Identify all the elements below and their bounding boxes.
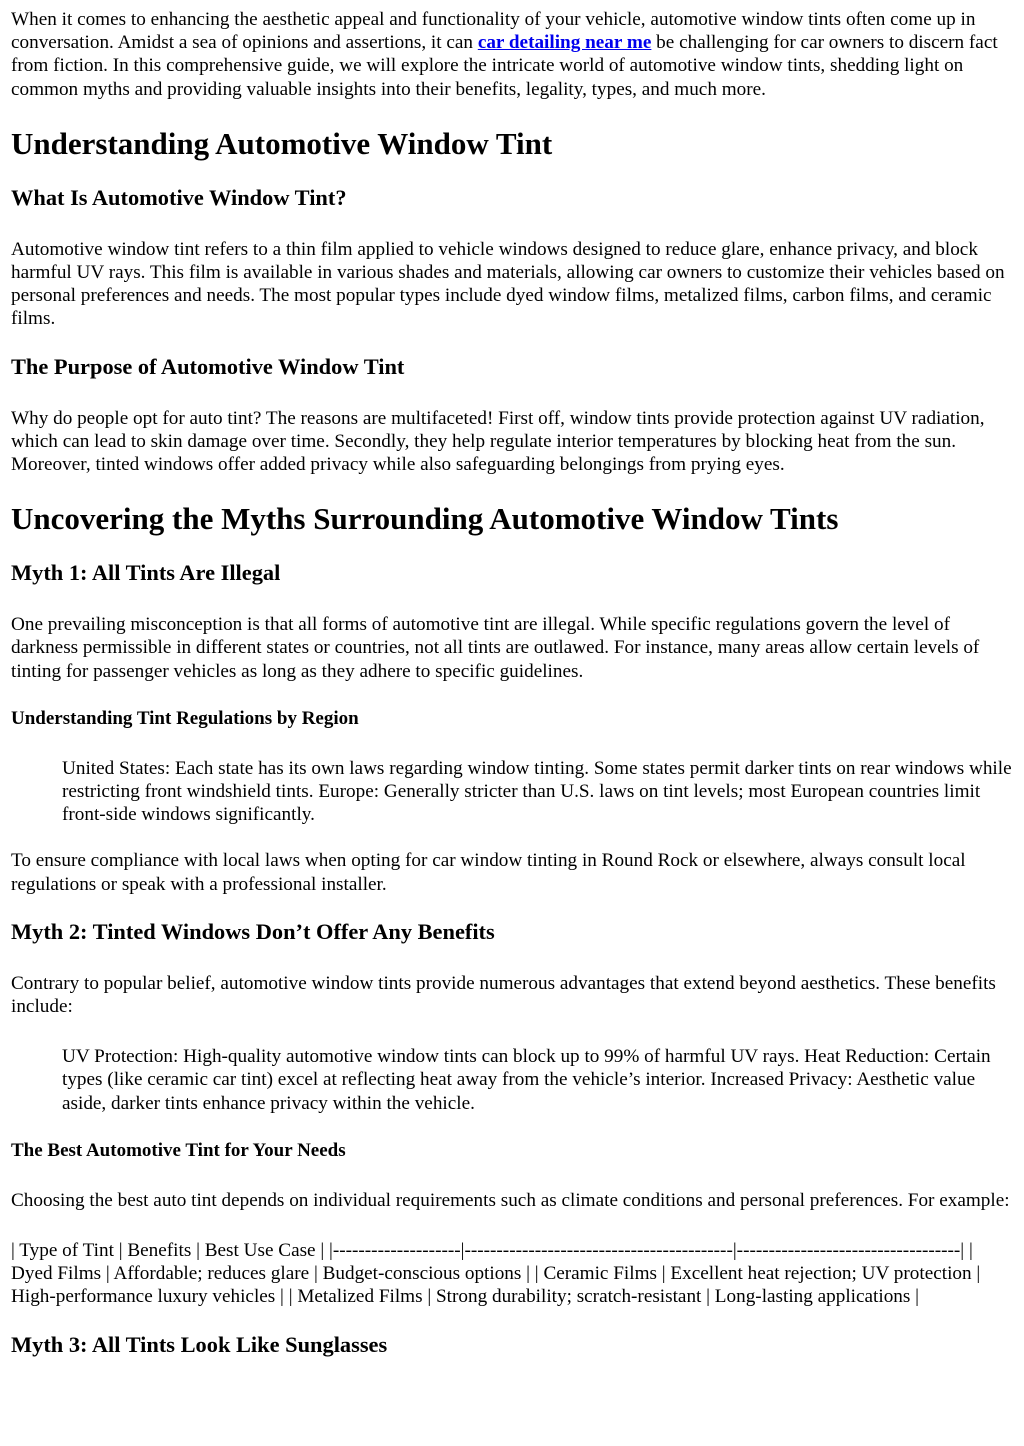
intro-text-after-link: be challenging for car owners to discern fact from fiction. In this comprehensive guide, we will explore the intricate world of automotive window tints, shedding light on common myths and providing valuable insights into their benefits, legality, types, and much more. [11, 32, 998, 100]
paragraph-choosing-tint: Choosing the best auto tint depends on individual requirements such as climate conditions and personal preferences. For example: [11, 1189, 1010, 1211]
paragraph-purpose-of-tint: Why do people opt for auto tint? The reasons are multifaceted! First off, window tints provide protection against UV radiation, which can lead to skin damage over time. Secondly, they help regulate interior temperatures by blocking heat from the sun. Moreover, tinted windows offer added privacy while also safeguarding belongings from prying eyes. [11, 407, 985, 476]
paragraph-compliance: To ensure compliance with local laws when opting for car window tinting in Round Rock or elsewhere, always consult local regulations or speak with a professional installer. [11, 850, 966, 895]
subheading-purpose-of-tint: The Purpose of Automotive Window Tint [11, 353, 405, 379]
paragraph-myth-2: Contrary to popular belief, automotive window tints provide numerous advantages that extend beyond aesthetics. These benefits include: [11, 972, 996, 1018]
quote-tint-benefits: UV Protection: High-quality automotive window tints can block up to 99% of harmful UV rays. Heat Reduction: Certain types (like ceramic car tint) excel at reflecting heat away from the vehicle’s interior. Increased Privacy: Aesthetic value aside, darker tints enhance privacy within the vehicle. [62, 1046, 991, 1114]
subheading-myth-2: Myth 2: Tinted Windows Don’t Offer Any Benefits [11, 918, 495, 944]
car-detailing-link[interactable]: car detailing near me [477, 32, 652, 54]
paragraph-tint-table-text: | Type of Tint | Benefits | Best Use Case | |--------------------|------------------------------------------|-----------------------------------| | Dyed Films | Affordable; reduces glare | Budget-conscious options | | Ceramic Films | Excellent heat rejection; UV protection | High-performance luxury vehicles | | Metalized Films | Strong durability; scratch-resistant | Long-lasting applications | [11, 1240, 981, 1308]
intro-paragraph [11, 8, 1015, 101]
section-heading-understanding: Understanding Automotive Window Tint [11, 125, 553, 161]
paragraph-what-is-tint: Automotive window tint refers to a thin film applied to vehicle windows designed to reduce glare, enhance privacy, and block harmful UV rays. This film is available in various shades and materials, allowing car owners to customize their vehicles based on personal preferences and needs. The most popular types include dyed window films, metalized films, carbon films, and ceramic films. [11, 238, 1005, 330]
subheading-what-is-tint: What Is Automotive Window Tint? [11, 184, 347, 210]
section-heading-myths: Uncovering the Myths Surrounding Automotive Window Tints [11, 501, 839, 537]
subheading-myth-3: Myth 3: All Tints Look Like Sunglasses [11, 1331, 388, 1357]
quote-tint-regulations: United States: Each state has its own laws regarding window tinting. Some states permit darker tints on rear windows while restricting front windshield tints. Europe: Generally stricter than U.S. laws on tint levels; most European countries limit front-side windows significantly. [62, 757, 1012, 826]
subheading-myth-1: Myth 1: All Tints Are Illegal [11, 560, 281, 586]
subheading-best-tint: The Best Automotive Tint for Your Needs [11, 1139, 346, 1161]
paragraph-myth-1: One prevailing misconception is that all forms of automotive tint are illegal. While specific regulations govern the level of darkness permissible in different states or countries, not all tints are outlawed. For instance, many areas allow certain levels of tinting for passenger vehicles as long as they adhere to specific guidelines. [11, 614, 980, 682]
subheading-tint-regulations: Understanding Tint Regulations by Region [11, 707, 359, 729]
intro-text-before-link: When it comes to enhancing the aesthetic appeal and functionality of your vehicle, automotive window tints often come up in conversation. Amidst a sea of opinions and assertions, it can [11, 9, 976, 54]
